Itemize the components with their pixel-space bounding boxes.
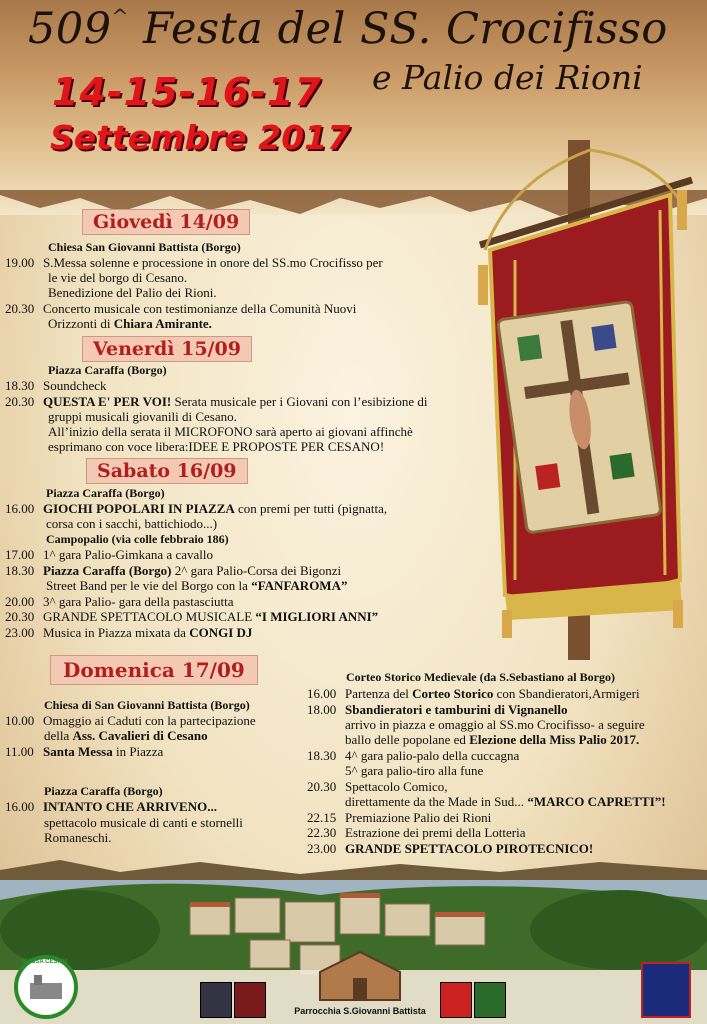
event-row: 18.30 Piazza Caraffa (Borgo) 2^ gara Palio-Corsa dei Bigonzi	[5, 563, 342, 578]
event-month-year: Settembre 2017	[50, 118, 351, 157]
location-venerdi: Piazza Caraffa (Borgo)	[48, 363, 167, 377]
event-dates: 14-15-16-17	[52, 70, 322, 114]
event-line: Romaneschi.	[44, 830, 112, 845]
event-row: 18.00 Sbandieratori e tamburini di Vignanello	[307, 702, 568, 717]
event-line: All’inizio della serata il MICROFONO sarà aperto ai giovani affinchè	[48, 424, 413, 439]
location-domenica-piazza: Piazza Caraffa (Borgo)	[44, 784, 163, 798]
rione-shield-4	[474, 982, 506, 1018]
event-row: 20.30 QUESTA E' PER VOI! Serata musicale per i Giovani con l’esibizione di	[5, 394, 428, 409]
event-line: Orizzonti di Chiara Amirante.	[48, 316, 212, 331]
event-line: spettacolo musicale di canti e stornelli	[44, 815, 243, 830]
day-header-domenica: Domenica 17/09	[50, 655, 258, 685]
event-row: 16.00 INTANTO CHE ARRIVENO...	[5, 799, 217, 814]
location-sabato-piazza: Piazza Caraffa (Borgo)	[46, 486, 165, 500]
church-icon	[315, 950, 405, 1002]
massa-cesani-text: MASSA CESANI	[22, 959, 68, 965]
corteo-heading: Corteo Storico Medievale (da S.Sebastiano al Borgo)	[346, 670, 615, 684]
rione-shield-1	[200, 982, 232, 1018]
poster-subtitle: e Palio dei Rioni	[372, 58, 643, 97]
day-header-giovedi: Giovedì 14/09	[82, 209, 250, 235]
event-row: 22.15 Premiazione Palio dei Rioni	[307, 810, 492, 825]
event-line: Benedizione del Palio dei Rioni.	[48, 285, 217, 300]
event-line: le vie del borgo di Cesano.	[48, 270, 188, 285]
event-row: 19.00 S.Messa solenne e processione in onore del SS.mo Crocifisso per	[5, 255, 383, 270]
event-line: della Ass. Cavalieri di Cesano	[44, 728, 208, 743]
municipal-crest	[641, 962, 691, 1018]
parish-logo	[290, 950, 430, 1020]
event-line: direttamente da the Made in Sud... “MARCO CAPRETTI”!	[345, 794, 666, 809]
rione-shield-2	[234, 982, 266, 1018]
event-row: 20.30 GRANDE SPETTACOLO MUSICALE “I MIGLIORI ANNI”	[5, 609, 379, 624]
event-line: corsa con i sacchi, battichiodo...)	[46, 516, 218, 531]
event-row: 10.00 Omaggio ai Caduti con la partecipazione	[5, 713, 256, 728]
parish-name: Parrocchia S.Giovanni Battista	[294, 1006, 426, 1016]
event-line: 5^ gara palio-tiro alla fune	[345, 763, 484, 778]
event-row: 11.00 Santa Messa in Piazza	[5, 744, 164, 759]
poster-title: 509^ Festa del SS. Crocifisso	[28, 4, 668, 54]
event-row: 18.30 4^ gara palio-palo della cuccagna	[307, 748, 520, 763]
event-row: 23.00 Musica in Piazza mixata da CONGI DJ	[5, 625, 253, 640]
event-row: 20.30 Concerto musicale con testimonianze della Comunità Nuovi	[5, 301, 357, 316]
palio-banner-image	[470, 140, 707, 660]
event-row: 20.00 3^ gara Palio- gara della pastasciutta	[5, 594, 234, 609]
event-line: arrivo in piazza e omaggio al SS.mo Crocifisso- a seguire	[345, 717, 645, 732]
event-line: gruppi musicali giovanili di Cesano.	[48, 409, 237, 424]
location-sabato-campopalio: Campopalio (via colle febbraio 186)	[46, 532, 229, 546]
location-domenica-chiesa: Chiesa di San Giovanni Battista (Borgo)	[44, 698, 250, 712]
rione-shield-3	[440, 982, 472, 1018]
event-row: 18.30 Soundcheck	[5, 378, 107, 393]
event-row: 16.00 Partenza del Corteo Storico con Sbandieratori,Armigeri	[307, 686, 640, 701]
massa-cesani-logo	[14, 955, 78, 1019]
event-line: esprimano con voce libera:IDEE E PROPOSTE PER CESANO!	[48, 439, 385, 454]
day-header-sabato: Sabato 16/09	[86, 458, 248, 484]
event-row: 16.00 GIOCHI POPOLARI IN PIAZZA con premi per tutti (pignatta,	[5, 501, 388, 516]
location-giovedi: Chiesa San Giovanni Battista (Borgo)	[48, 240, 241, 254]
event-row: 17.00 1^ gara Palio-Gimkana a cavallo	[5, 547, 213, 562]
event-line: ballo delle popolane ed Elezione della Miss Palio 2017.	[345, 732, 640, 747]
event-row: 23.00 GRANDE SPETTACOLO PIROTECNICO!	[307, 841, 594, 856]
day-header-venerdi: Venerdì 15/09	[82, 336, 252, 362]
event-row: 20.30 Spettacolo Comico,	[307, 779, 448, 794]
event-line: Street Band per le vie del Borgo con la “FANFAROMA”	[46, 578, 348, 593]
event-row: 22.30 Estrazione dei premi della Lotteria	[307, 825, 526, 840]
